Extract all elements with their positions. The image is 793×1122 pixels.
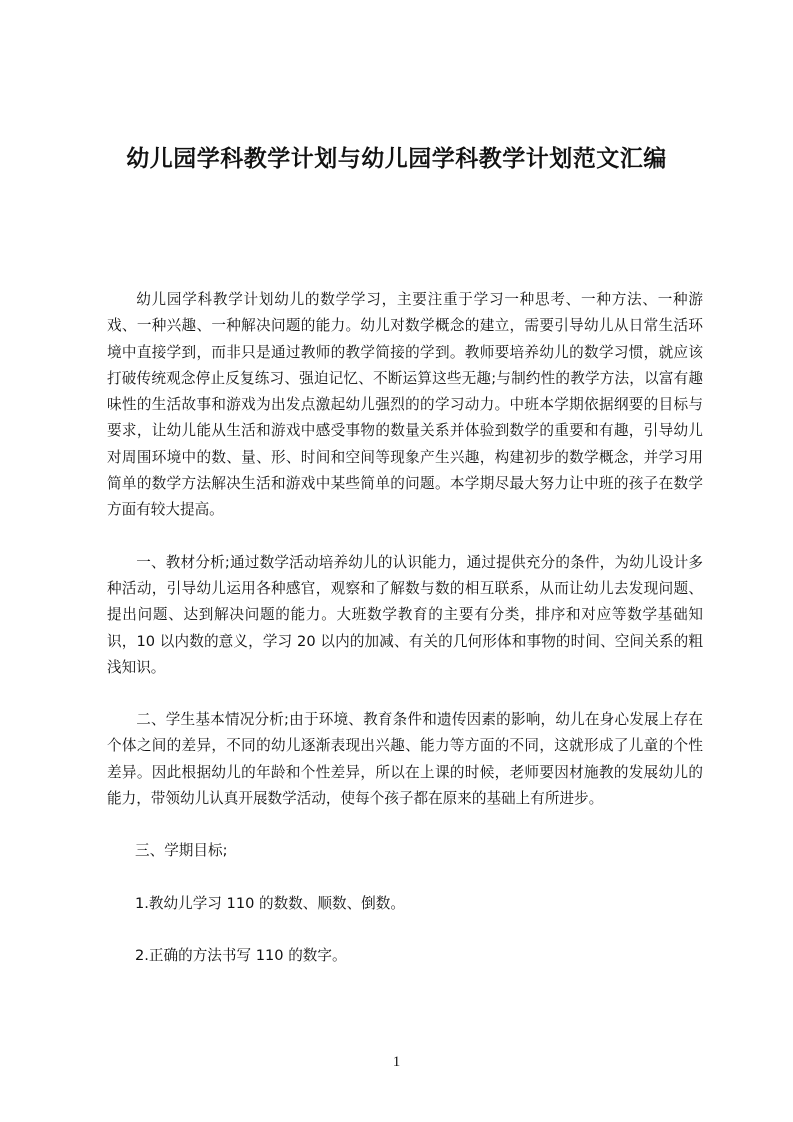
intro-paragraph: 幼儿园学科教学计划幼儿的数学学习，主要注重于学习一种思考、一种方法、一种游戏、一种兴趣、一种解决问题的能力。幼儿对数学概念的建立，需要引导幼儿从日常生活环境中直接学到，而非只是通过教师的教学简接的学到。教师要培养幼儿的数学习惯，就应该打破传统观念停止反复练习、强迫记忆、不断运算这些无趣;与制约性的教学方法，以富有趣味性的生活故事和游戏为出发点激起幼儿强烈的的学习动力。中班本学期依据纲要的目标与要求，让幼儿能从生活和游戏中感受事物的数量关系并体验到数学的重要和有趣，引导幼儿对周围环境中的数、量、形、时间和空间等现象产生兴趣，构建初步的数学概念，并学习用简单的数学方法解决生活和游戏中某些简单的问题。本学期尽最大努力让中班的孩子在数学方面有较大提高。 (107, 291, 703, 519)
goal-item-1: 1.教幼儿学习 110 的数数、顺数、倒数。 (135, 894, 405, 912)
student-analysis-paragraph: 二、学生基本情况分析;由于环境、教育条件和遗传因素的影响，幼儿在身心发展上存在个体之间的差异，不同的幼儿逐渐表现出兴趣、能力等方面的不同，这就形成了儿童的个性差异。因此根据幼儿的年龄和个性差异，所以在上课的时候，老师要因材施教的发展幼儿的能力，带领幼儿认真开展数学活动，使每个孩子都在原来的基础上有所进步。 (107, 711, 703, 808)
document-title: 幼儿园学科教学计划与幼儿园学科教学计划范文汇编 (126, 145, 667, 172)
document-body (107, 287, 703, 995)
material-analysis-paragraph: 一、教材分析;通过数学活动培养幼儿的认识能力，通过提供充分的条件，为幼儿设计多种活动，引导幼儿运用各种感官，观察和了解数与数的相互联系，从而让幼儿去发现问题、提出问题、达到解决问题的能力。大班数学教育的主要有分类，排序和对应等数学基础知识，10 以内数的意义，学习 20 以内的加减、有关的几何形体和事物的时间、空间关系的粗浅知识。 (107, 553, 703, 676)
goals-heading: 三、学期目标; (135, 842, 228, 860)
goal-item-2: 2.正确的方法书写 110 的数字。 (135, 946, 347, 964)
page-number: 1 (392, 1054, 401, 1070)
